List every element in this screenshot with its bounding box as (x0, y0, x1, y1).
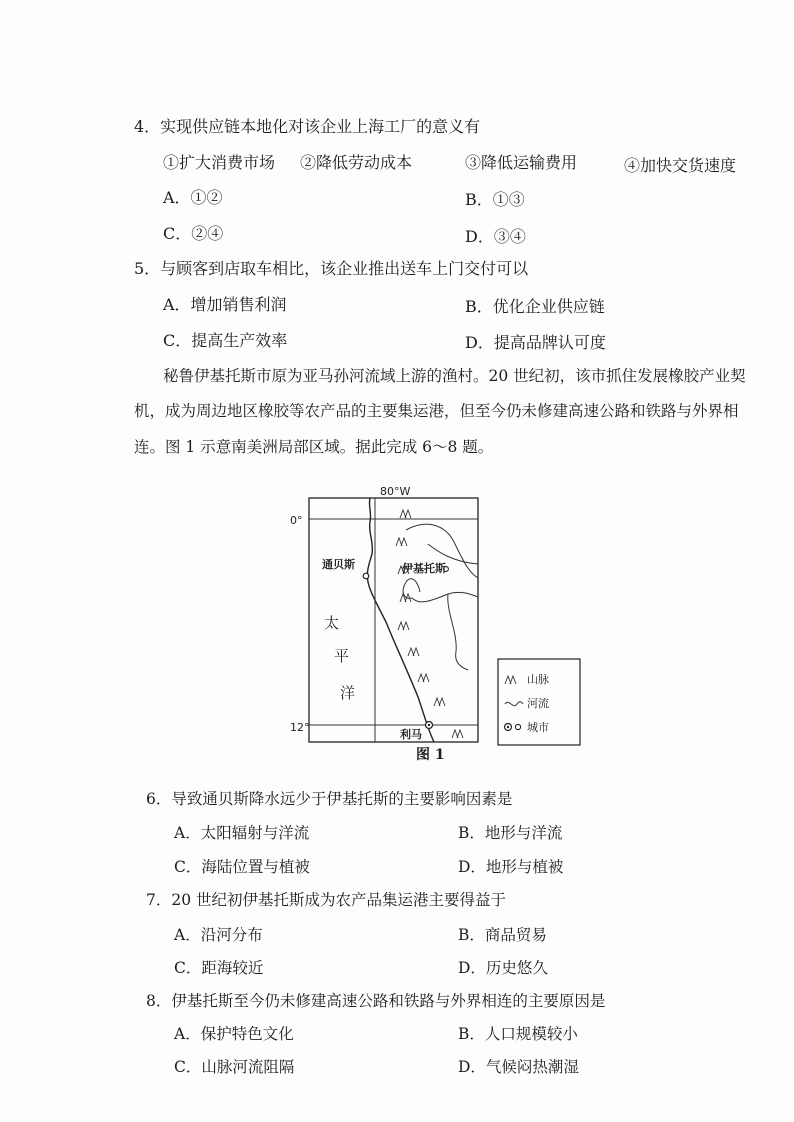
map-svg (288, 482, 518, 767)
river-4 (448, 594, 468, 670)
passage-line-1: 秘鲁伊基托斯市原为亚马孙河流域上游的渔村。20 世纪初，该市抓住发展橡胶产业契 (163, 367, 746, 385)
city-lima-dot (428, 724, 430, 726)
passage-line-2: 机，成为周边地区橡胶等农产品的主要集运港，但至今仍未修建高速公路和铁路与外界相 (134, 402, 739, 420)
q4-item-4: ④加快交货速度 (624, 156, 737, 175)
city-tumbes-marker (363, 573, 369, 579)
q4-option-b[interactable]: B．①③ (465, 190, 525, 209)
city-tumbes-label: 通贝斯 (322, 558, 355, 571)
passage-line-3: 连。图 1 示意南美洲局部区域。据此完成 6～8 题。 (134, 438, 494, 456)
legend-city-icon-2 (515, 724, 520, 729)
q5-option-d[interactable]: D．提高品牌认可度 (465, 333, 606, 352)
river-2 (428, 544, 478, 564)
q8-option-b[interactable]: B．人口规模较小 (458, 1025, 578, 1043)
q4-option-a[interactable]: A．①② (163, 188, 223, 207)
q8-stem: 8．伊基托斯至今仍未修建高速公路和铁路与外界相连的主要原因是 (146, 992, 606, 1010)
legend-svg (497, 658, 583, 748)
q4-item-2: ②降低劳动成本 (300, 153, 413, 172)
latitude-12-label: 12° (290, 721, 310, 734)
map-figure (288, 482, 549, 771)
legend-mountain-label: 山脉 (527, 673, 549, 686)
q4-option-c[interactable]: C．②④ (163, 224, 224, 243)
q7-option-b[interactable]: B．商品贸易 (458, 926, 547, 944)
q6-option-a[interactable]: A．太阳辐射与洋流 (174, 824, 310, 842)
river-5 (403, 579, 420, 599)
q4-item-3: ③降低运输费用 (465, 153, 578, 172)
q6-stem: 6．导致通贝斯降水远少于伊基托斯的主要影响因素是 (146, 790, 513, 808)
latitude-0-label: 0° (290, 514, 303, 527)
q4-item-1: ①扩大消费市场 (163, 153, 276, 172)
q8-option-a[interactable]: A．保护特色文化 (174, 1025, 294, 1043)
ocean-char-2: 平 (334, 647, 350, 665)
city-iquitos-label: 伊基托斯 (402, 562, 446, 575)
figure-caption: 图 1 (416, 747, 445, 763)
river-3 (412, 592, 478, 602)
q6-option-b[interactable]: B．地形与洋流 (458, 824, 563, 842)
ocean-char-1: 太 (324, 614, 340, 632)
longitude-label: 80°W (380, 485, 411, 498)
q6-option-c[interactable]: C．海陆位置与植被 (174, 858, 310, 876)
q7-option-a[interactable]: A．沿河分布 (174, 926, 263, 944)
q4-stem: 4．实现供应链本地化对该企业上海工厂的意义有 (134, 117, 481, 136)
q6-option-d[interactable]: D．地形与植被 (458, 858, 564, 876)
q7-option-c[interactable]: C．距海较近 (174, 959, 264, 977)
q8-option-d[interactable]: D．气候闷热潮湿 (458, 1058, 579, 1076)
legend-river-label: 河流 (527, 697, 549, 710)
ocean-char-3: 洋 (340, 684, 356, 702)
legend-city-label: 城市 (527, 721, 549, 734)
q5-stem: 5．与顾客到店取车相比，该企业推出送车上门交付可以 (134, 259, 529, 278)
q7-option-d[interactable]: D．历史悠久 (458, 959, 548, 977)
city-lima-label: 利马 (400, 728, 422, 741)
q4-option-d[interactable]: D．③④ (465, 227, 526, 246)
coastline (367, 498, 434, 742)
q8-option-c[interactable]: C．山脉河流阻隔 (174, 1058, 295, 1076)
q5-option-b[interactable]: B．优化企业供应链 (465, 297, 605, 316)
q7-stem: 7．20 世纪初伊基托斯成为农产品集运港主要得益于 (146, 891, 507, 909)
q5-option-c[interactable]: C．提高生产效率 (163, 331, 288, 350)
q5-option-a[interactable]: A．增加销售利润 (163, 295, 287, 314)
